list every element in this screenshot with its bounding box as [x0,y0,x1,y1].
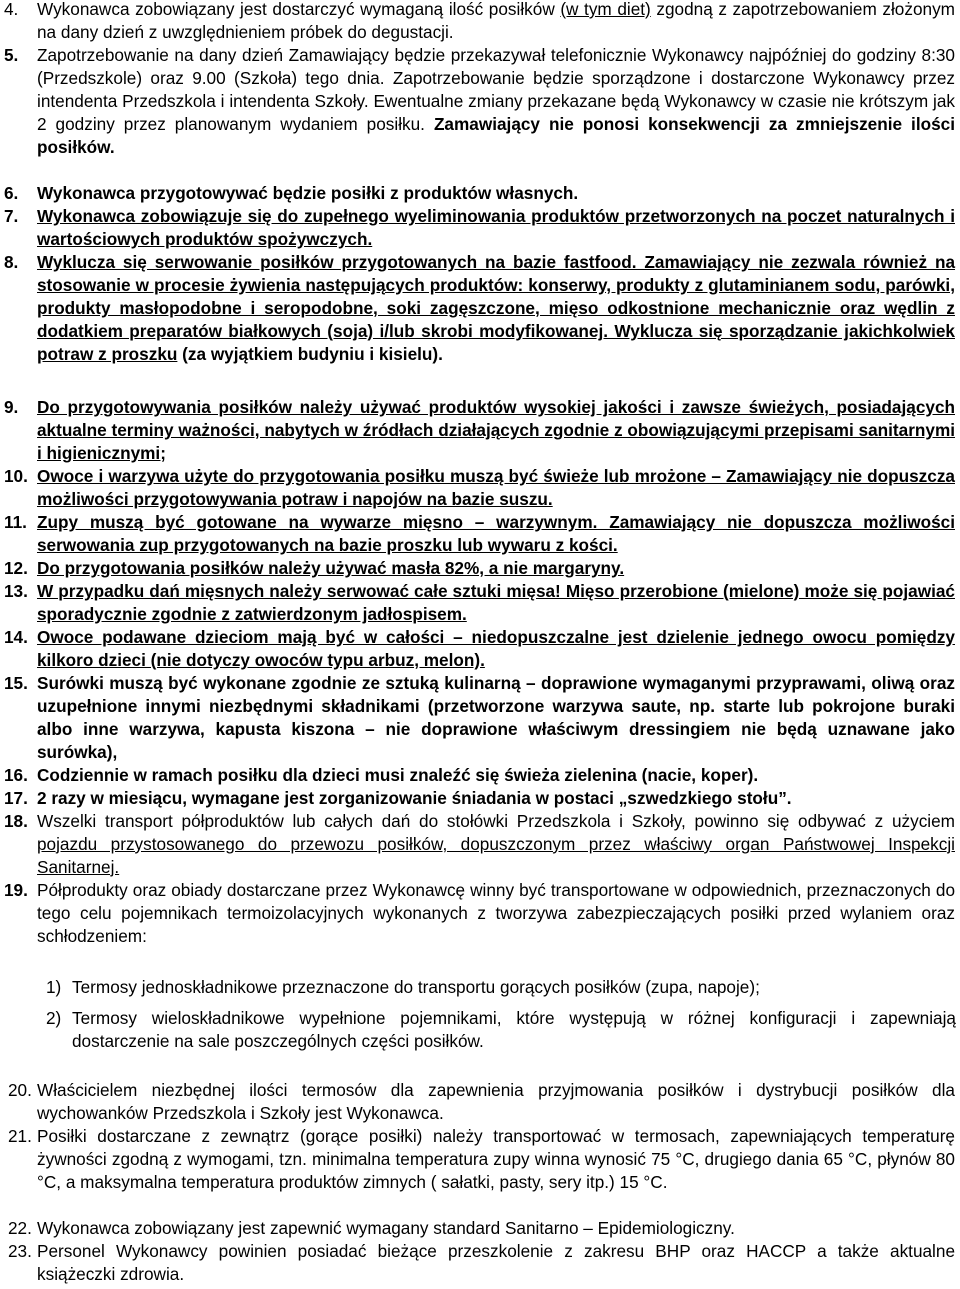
item-text: Wykonawca zobowiązany jest dostarczyć wymaganą ilość posiłków [37,0,561,19]
item-text-bold: Zamawiający nie ponosi konsekwencji za zmniejszenie ilości posiłków. [37,113,955,157]
sub-list-item-2 [0,1007,960,1053]
list-item-21 [0,1125,960,1194]
item-number: 13. [4,581,28,601]
item-number: 7. [4,206,19,226]
list-item-13 [0,580,960,626]
item-number: 6. [4,183,19,203]
list-item-18 [0,810,960,879]
list-item-12 [0,557,960,580]
list-item-20 [0,1079,960,1125]
item-number: 21. [8,1126,32,1146]
list-item-17 [0,787,960,810]
item-number: 11. [4,512,27,532]
sub-item-text: Termosy wieloskładnikowe wypełnione pojemnikami, które występują w różnej konfiguracji i zapewniają dostarczenie na sale poszczególnych części posiłków. [72,1008,956,1051]
list-item-7 [0,205,960,251]
item-text-underlined-2: Zamawiający nie zezwala również na stosowanie w procesie żywienia następujących produktów: konserwy, produkty z glutaminianem sodu, parówki, produkty masłopodobne i seropodobne, soki zagęszczone, mięso odkostnione mechanicznie oraz wędlin z dodatkiem preparatów białkowych (soja) i/lub skrobi modyfikowanej. [37,252,956,341]
item-number: 10. [4,466,28,486]
item-number: 20. [8,1080,32,1100]
item-text: Zapotrzebowanie na dany dzień Zamawiający będzie przekazywał telefonicznie Wykonawcy najpóźniej do godziny 8:30 (Przedszkole) oraz 9.00 (Szkoła) tego dnia. Zapotrzebowanie będzie sporządzone i dostarczone Wykonawcy przez intendenta Przedszkola i intendenta Szkoły. Ewentualne zmiany przekazane będą Wykonawcy w czasie nie krótszym jak 2 godziny przez planowanym wydaniem posiłku. [37,45,955,134]
sub-list-item-1 [0,976,960,999]
item-number: 17. [4,788,28,808]
item-text: Codziennie w ramach posiłku dla dzieci musi znaleźć się świeża zielenina (nacie, koper). [37,765,759,785]
item-number: 22. [8,1218,32,1238]
list-item-11 [0,511,960,557]
item-text: Do przygotowania posiłków należy używać masła 82%, a nie margaryny. [37,558,625,578]
sub-item-number: 2) [46,1008,62,1028]
item-number: 18. [4,811,28,831]
list-item-8 [0,251,960,366]
item-number: 12. [4,558,28,578]
item-text: Surówki muszą być wykonane zgodnie ze sztuką kulinarną – doprawione wymaganymi przyprawami, oliwą oraz uzupełnione innymi niezbędnymi składnikami (przetworzone warzywa saute, np. starte lub pokrojone buraki albo inne warzywa, kapusta kiszona – nie doprawione właściwym dressingiem nie będą uznawane jako surówka), [37,673,955,762]
item-number: 23. [8,1241,32,1261]
item-number: 4. [4,0,19,19]
list-item-9 [0,396,960,465]
item-text-underlined: (w tym diet) [560,0,651,19]
item-text: Owoce podawane dzieciom mają być w całości – niedopuszczalne jest dzielenie jednego owocu pomiędzy kilkoro dzieci (nie dotyczy owoców typu arbuz, melon). [37,627,955,670]
item-text: Wykonawca zobowiązany jest zapewnić wymagany standard Sanitarno – Epidemiologiczny. [37,1218,735,1238]
item-text-continued: (za wyjątkiem budyniu i kisielu). [177,343,443,364]
item-text: Posiłki dostarczane z zewnątrz (gorące posiłki) należy transportować w termosach, zapewniających temperaturę żywności zgodną z wymogami, tzn. minimalna temperatura zupy winna wynosić 75 °C, drugiego dania 65 °C, płynów 80 °C, a maksymalna temperatura produktów zimnych ( sałatki, pasty, sery itp.) 15 °C. [37,1126,955,1192]
list-item-4 [0,0,960,44]
item-text: W przypadku dań mięsnych należy serwować całe sztuki mięsa! Mięso przerobione (mielone) może się pojawiać sporadycznie zgodnie z zatwierdzonym jadłospisem. [37,581,955,624]
item-text: Właścicielem niezbędnej ilości termosów dla zapewnienia przyjmowania posiłków i dystrybucji posiłków dla wychowanków Przedszkola i Szkoły jest Wykonawca. [37,1080,955,1123]
item-number: 8. [4,252,19,272]
item-text: Wykonawca przygotowywać będzie posiłki z produktów własnych. [37,183,579,203]
item-text-underlined: Wyklucza się serwowanie posiłków przygotowanych na bazie fastfood. [37,252,637,272]
item-number: 5. [4,45,19,65]
item-text: Zupy muszą być gotowane na wywarze mięsno – warzywnym. Zamawiający nie dopuszcza możliwości serwowania zup przygotowanych na bazie proszku lub wywaru z kości. [37,512,955,555]
item-number: 19. [4,880,28,900]
item-text: Owoce i warzywa użyte do przygotowania posiłku muszą być świeże lub mrożone – Zamawiający nie dopuszcza możliwości przygotowywania potraw i napojów na bazie suszu. [37,466,955,509]
item-text: Wszelki transport półproduktów lub całych dań do stołówki Przedszkola i Szkoły, powinno się odbywać z użyciem [37,811,955,831]
item-number: 14. [4,627,28,647]
sub-item-number: 1) [46,977,62,997]
item-text: Wykonawca zobowiązuje się do zupełnego wyeliminowania produktów przetworzonych na poczet naturalnych i wartościowych produktów spożywczych. [37,206,955,249]
list-item-16 [0,764,960,787]
item-text: 2 razy w miesiącu, wymagane jest zorganizowanie śniadania w postaci „szwedzkiego stołu”. [37,788,792,808]
list-item-5 [0,44,960,159]
item-text-underlined: pojazdu przystosowanego do przewozu posiłków, dopuszczonym przez właściwy organ Państwowej Inspekcji Sanitarnej. [37,833,955,877]
list-item-19 [0,879,960,948]
list-item-23 [0,1240,960,1286]
list-item-6 [0,182,960,205]
item-text: Do przygotowywania posiłków należy używać produktów wysokiej jakości i zawsze świeżych, posiadających aktualne terminy ważności, nabytych w źródłach działających zgodnie z obowiązującymi przepisami sanitarnymi i higienicznymi; [37,397,955,463]
list-item-10 [0,465,960,511]
item-number: 15. [4,673,28,693]
item-text-continued: zgodną z zapotrzebowaniem złożonym na dany dzień z uwzględnieniem próbek do degustacji. [37,0,955,42]
list-item-14 [0,626,960,672]
item-text: Personel Wykonawcy powinien posiadać bieżące przeszkolenie z zakresu BHP oraz HACCP a także aktualne książeczki zdrowia. [37,1241,955,1284]
item-number: 9. [4,397,19,417]
item-number: 16. [4,765,28,785]
sub-item-text: Termosy jednoskładnikowe przeznaczone do transportu gorących posiłków (zupa, napoje); [72,977,760,997]
list-item-22 [0,1217,960,1240]
item-text: Półprodukty oraz obiady dostarczane przez Wykonawcę winny być transportowane w odpowiednich, przeznaczonych do tego celu pojemnikach termoizolacyjnych wykonanych z tworzywa zabezpieczających posiłki przed wylaniem oraz schłodzeniem: [37,880,955,946]
item-text-underlined-3: Wyklucza się sporządzanie jakichkolwiek potraw z proszku [37,320,955,364]
list-item-15 [0,672,960,764]
